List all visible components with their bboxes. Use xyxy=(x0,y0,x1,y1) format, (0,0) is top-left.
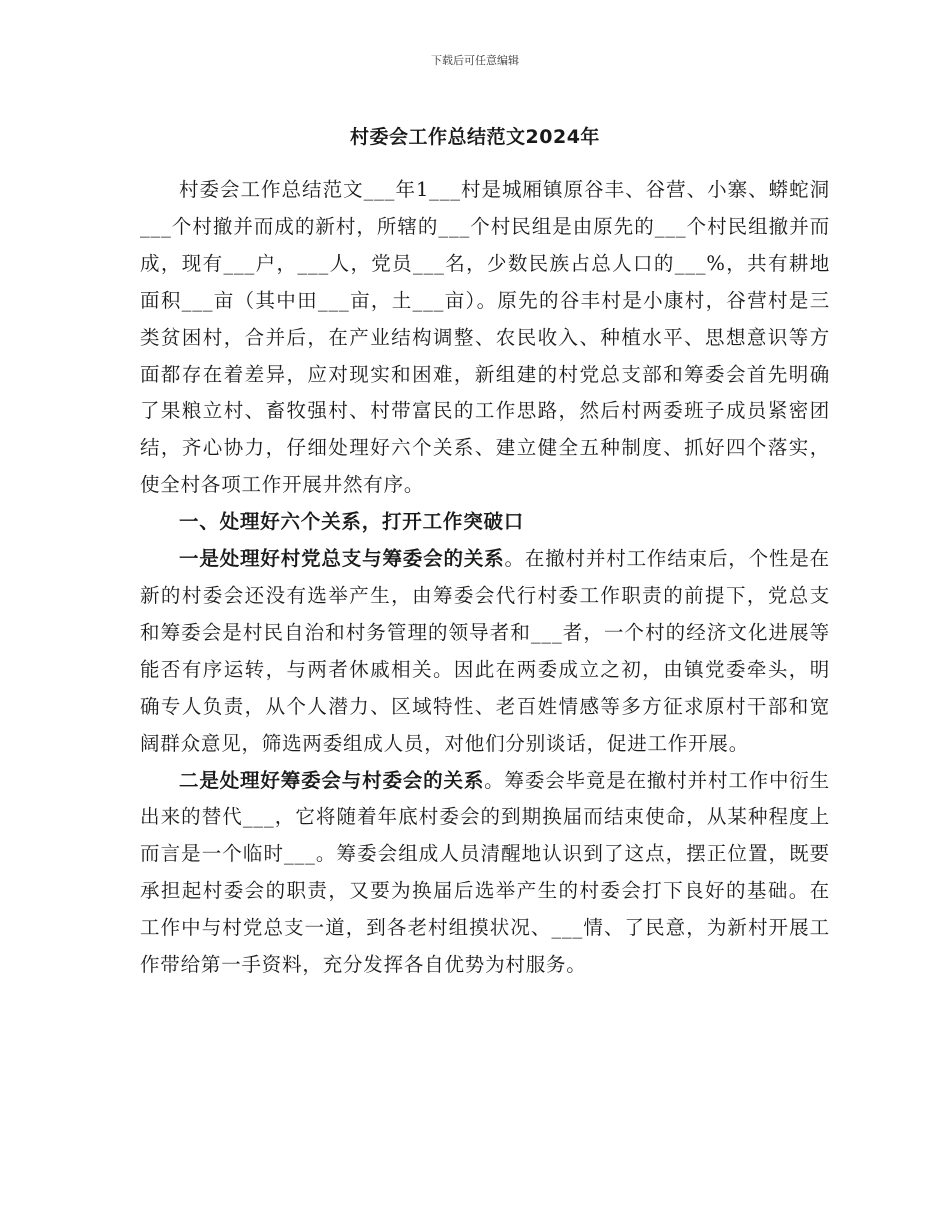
section-heading xyxy=(140,504,830,541)
item-two-text: 。筹委会毕竟是在撤村并村工作中衍生出来的替代___，它将随着年底村委会的到期换届而结束使命，从某种程度上而言是一个临时___。筹委会组成人员清醒地认识到了这点，摆正位置，既要承担起村委会的职责，又要为换届后选举产生的村委会打下良好的基础。在工作中与村党总支一道，到各老村组摸状况、___情、了民意，为新村开展工作带给第一手资料，充分发挥各自优势为村服务。 xyxy=(140,768,830,977)
document-title: 村委会工作总结范文2024年 xyxy=(350,126,600,148)
intro-paragraph: 村委会工作总结范文___年1___村是城厢镇原谷丰、谷营、小寨、蟒蛇洞___个村撤并而成的新村，所辖的___个村民组是由原先的___个村民组撤并而成，现有___户，___人，党员___名，少数民族占总人口的___%，共有耕地面积___亩（其中田___亩，土___亩）。原先的谷丰村是小康村，谷营村是三类贫困村，合并后，在产业结构调整、农民收入、种植水平、思想意识等方面都存在着差异，应对现实和困难，新组建的村党总支部和筹委会首先明确了果粮立村、畜牧强村、村带富民的工作思路，然后村两委班子成员紧密团结，齐心协力，仔细处理好六个关系、建立健全五种制度、抓好四个落实，使全村各项工作开展井然有序。 xyxy=(140,178,830,497)
item-one-paragraph xyxy=(140,541,830,762)
header-note: 下载后可任意编辑 xyxy=(431,54,519,67)
document-body xyxy=(140,172,830,984)
item-one-text: 。在撤村并村工作结束后，个性是在新的村委会还没有选举产生，由筹委会代行村委工作职责的前提下，党总支和筹委会是村民自治和村务管理的领导者和___者，一个村的经济文化进展等能否有序运转，与两者休戚相关。因此在两委成立之初，由镇党委牵头，明确专人负责，从个人潜力、区域特性、老百姓情感等多方征求原村干部和宽阔群众意见，筛选两委组成人员，对他们分别谈话，促进工作开展。 xyxy=(140,547,830,755)
item-two-paragraph xyxy=(140,763,830,984)
item-two-lead: 二是处理好筹委会与村委会的关系 xyxy=(179,768,485,792)
section-heading-text: 一、处理好六个关系，打开工作突破口 xyxy=(179,510,525,534)
item-one-lead: 一是处理好村党总支与筹委会的关系 xyxy=(179,547,505,571)
